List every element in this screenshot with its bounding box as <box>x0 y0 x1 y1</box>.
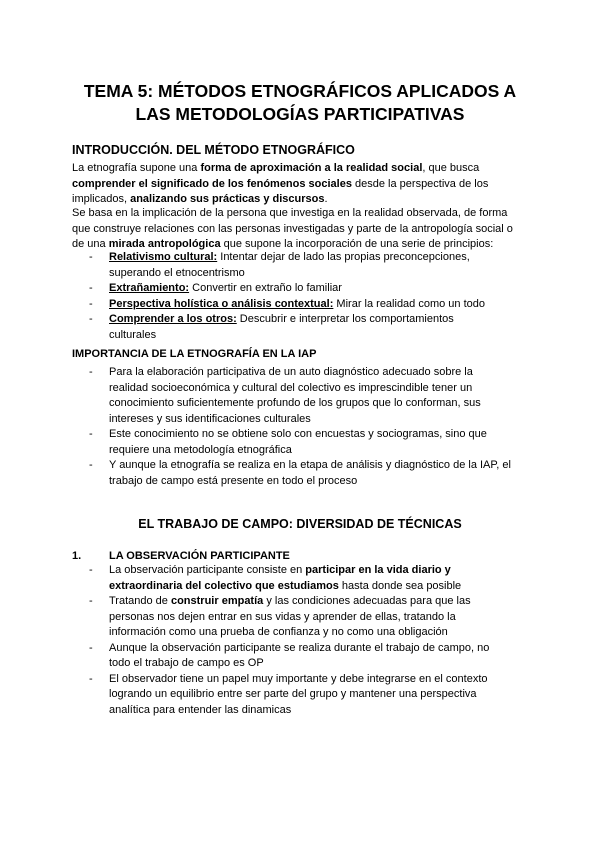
principle-description: Mirar la realidad como un todo <box>333 297 486 310</box>
principle-term: Comprender a los otros: <box>109 313 237 325</box>
principles-list <box>72 250 502 343</box>
subheading-text: LA OBSERVACIÓN PARTICIPANTE <box>109 550 290 562</box>
list-item: - Este conocimiento no se obtiene solo con encuestas y sociogramas, sino que requiere una metodología etnográfica <box>72 427 512 458</box>
fieldwork-list <box>72 563 512 718</box>
importance-list <box>72 365 512 489</box>
text-span: y las condiciones adecuadas para que las personas nos dejen entrar en sus vidas y aprender de ellas, tratando la información como una prueba de confianza y no como una obligación <box>109 595 471 638</box>
bold-span: analizando sus prácticas y discursos <box>130 193 325 205</box>
subheading-number: 1. <box>72 550 82 562</box>
list-item: - Aunque la observación participante se realiza durante el trabajo de campo, no todo el trabajo de campo es OP <box>72 641 512 672</box>
text-span: que supone la incorporación de una serie de principios: <box>220 238 494 250</box>
list-item <box>72 250 502 281</box>
bold-span: construir empatía <box>170 595 264 607</box>
bold-span: mirada antropológica <box>108 238 221 250</box>
list-item <box>72 297 502 313</box>
list-item: - Y aunque la etnografía se realiza en la etapa de análisis y diagnóstico de la IAP, el trabajo de campo está presente en todo el proceso <box>72 458 512 489</box>
principle-term: Extrañamiento: <box>109 282 190 294</box>
bold-span: comprender el significado de los fenómenos sociales <box>72 177 352 190</box>
principle-description: Descubrir e interpretar los comportamientos culturales <box>109 313 454 341</box>
title-line-1: TEMA 5: MÉTODOS ETNOGRÁFICOS APLICADOS A <box>83 81 517 101</box>
text-span: , que busca <box>422 162 480 174</box>
text-span: desde la perspectiva de los implicados, <box>72 177 489 205</box>
list-item <box>72 281 502 297</box>
intro-paragraph-2 <box>72 206 517 253</box>
bold-span: forma de aproximación a la realidad social <box>200 162 423 174</box>
list-item <box>72 563 512 594</box>
text-span: Tratando de <box>109 595 171 607</box>
list-item: - Para la elaboración participativa de un auto diagnóstico adecuado sobre la realidad socioeconómica y cultural del colectivo es imprescindible tener un conocimiento suficientemente profundo de los grupos que lo conforman, sus intereses y sus identificaciones culturales <box>72 365 512 427</box>
fieldwork-heading: EL TRABAJO DE CAMPO: DIVERSIDAD DE TÉCNICAS <box>138 517 462 531</box>
document-title <box>40 80 560 126</box>
bold-span: participar en la vida diario y extraordinaria del colectivo que estudiamos <box>109 564 451 592</box>
list-item <box>72 594 512 641</box>
list-item: - El observador tiene un papel muy importante y debe integrarse en el contexto logrando un equilibrio entre ser parte del grupo y mantener una perspectiva analítica para entender las dinamicas <box>72 672 512 719</box>
text-span: . <box>324 193 328 205</box>
principle-description: Intentar dejar de lado las propias preconcepciones, superando el etnocentrismo <box>109 251 470 279</box>
fieldwork-subheading <box>72 550 290 562</box>
title-line-2: LAS METODOLOGÍAS PARTICIPATIVAS <box>135 104 465 124</box>
intro-heading: INTRODUCCIÓN. DEL MÉTODO ETNOGRÁFICO <box>72 143 355 157</box>
text-span: La observación participante consiste en <box>109 564 306 576</box>
intro-paragraph-1 <box>72 161 517 208</box>
text-span: hasta donde sea posible <box>338 579 462 592</box>
principle-description: Convertir en extraño lo familiar <box>189 282 342 294</box>
principle-term: Perspectiva holística o análisis contextual: <box>109 297 334 310</box>
list-item <box>72 312 502 343</box>
importance-heading: IMPORTANCIA DE LA ETNOGRAFÍA EN LA IAP <box>72 348 317 360</box>
text-span: Se basa en la implicación de la persona que investiga en la realidad observada, de forma que construye relaciones con las personas investigadas y parte de la antropología social o de una <box>72 207 513 250</box>
principle-term: Relativismo cultural: <box>109 251 218 263</box>
text-span: La etnografía supone una <box>72 162 201 174</box>
